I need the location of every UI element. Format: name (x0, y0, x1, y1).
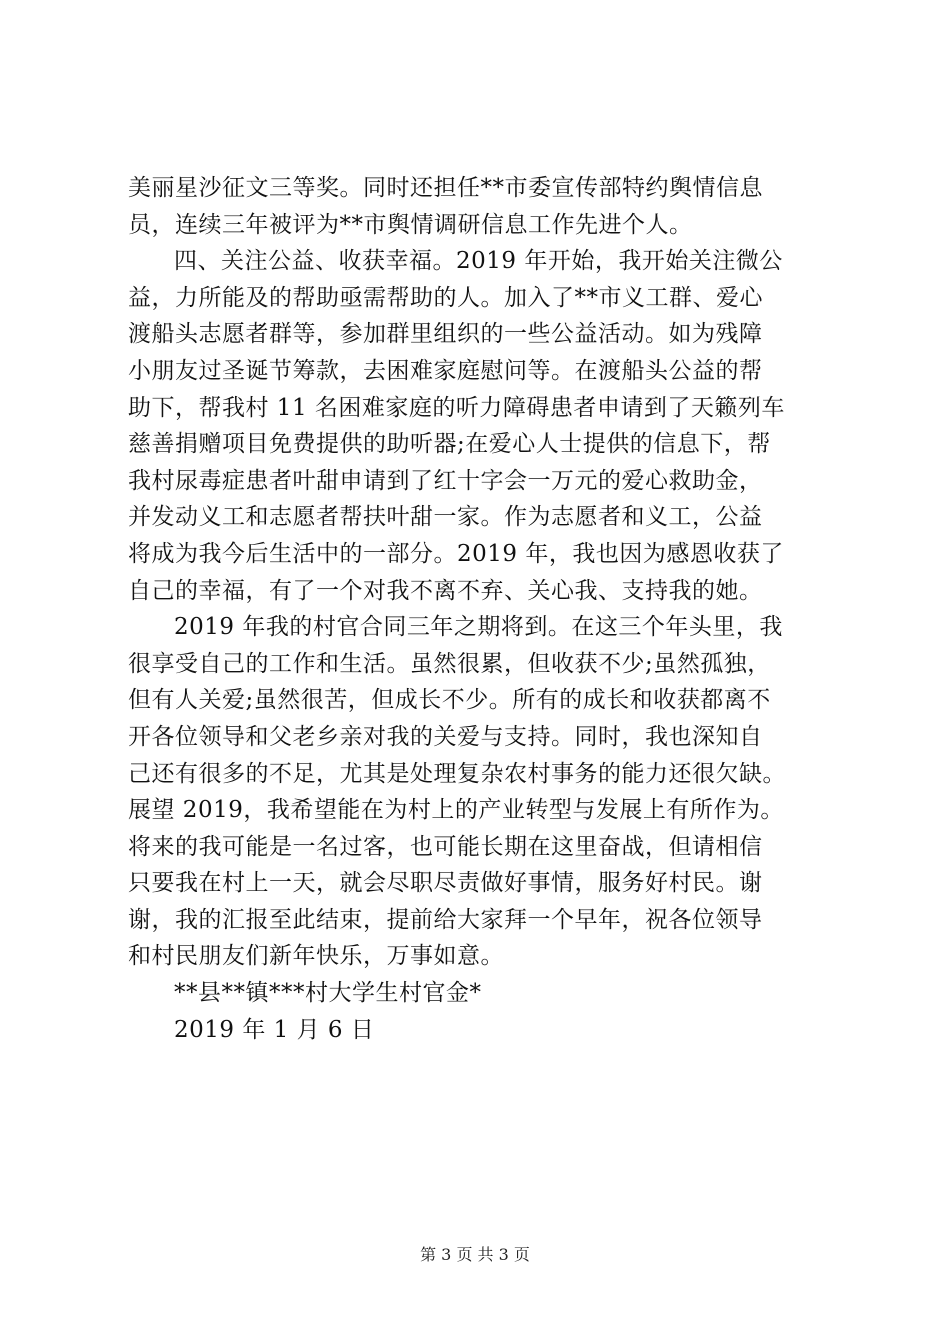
text-line: 并发动义工和志愿者帮扶叶甜一家。作为志愿者和义工，公益 (128, 504, 763, 531)
text-line: 渡船头志愿者群等，参加群里组织的一些公益活动。如为残障 (128, 321, 763, 348)
text-line: 员，连续三年被评为**市舆情调研信息工作先进个人。 (128, 211, 693, 238)
text-line: 小朋友过圣诞节筹款，去困难家庭慰问等。在渡船头公益的帮 (128, 357, 763, 384)
text-line: 展望 2019，我希望能在为村上的产业转型与发展上有所作为。 (128, 797, 784, 824)
text-line: 谢，我的汇报至此结束，提前给大家拜一个早年，祝各位领导 (128, 906, 763, 933)
signature-line: **县**镇***村大学生村官金* (174, 980, 482, 1007)
text-line: 益，力所能及的帮助亟需帮助的人。加入了**市义工群、爱心 (128, 284, 763, 311)
page-number-footer: 第 3 页 共 3 页 (420, 1245, 530, 1264)
text-line: 和村民朋友们新年快乐，万事如意。 (128, 943, 504, 970)
paragraph-start-line: 四、关注公益、收获幸福。2019 年开始，我开始关注微公 (174, 248, 783, 275)
text-line: 我村尿毒症患者叶甜申请到了红十字会一万元的爱心救助金， (128, 467, 763, 494)
text-line: 很享受自己的工作和生活。虽然很累，但收获不少;虽然孤独， (128, 650, 771, 677)
text-line: 只要我在村上一天，就会尽职尽责做好事情，服务好村民。谢 (128, 870, 763, 897)
document-body (128, 170, 838, 1048)
text-line: 将来的我可能是一名过客，也可能长期在这里奋战，但请相信 (128, 833, 763, 860)
text-line: 助下，帮我村 11 名困难家庭的听力障碍患者申请到了天籁列车 (128, 394, 785, 421)
text-line: 开各位领导和父老乡亲对我的关爱与支持。同时，我也深知自 (128, 723, 763, 750)
text-line: 自己的幸福，有了一个对我不离不弃、关心我、支持我的她。 (128, 577, 763, 604)
text-line: 美丽星沙征文三等奖。同时还担任**市委宣传部特约舆情信息 (128, 175, 763, 201)
text-line: 但有人关爱;虽然很苦，但成长不少。所有的成长和收获都离不 (128, 687, 771, 714)
date-line: 2019 年 1 月 6 日 (174, 1016, 375, 1043)
text-line: 将成为我今后生活中的一部分。2019 年，我也因为感恩收获了 (128, 540, 784, 567)
text-line: 己还有很多的不足，尤其是处理复杂农村事务的能力还很欠缺。 (128, 760, 786, 787)
paragraph-start-line: 2019 年我的村官合同三年之期将到。在这三个年头里，我 (174, 614, 783, 641)
text-line: 慈善捐赠项目免费提供的助听器;在爱心人士提供的信息下，帮 (128, 431, 771, 458)
